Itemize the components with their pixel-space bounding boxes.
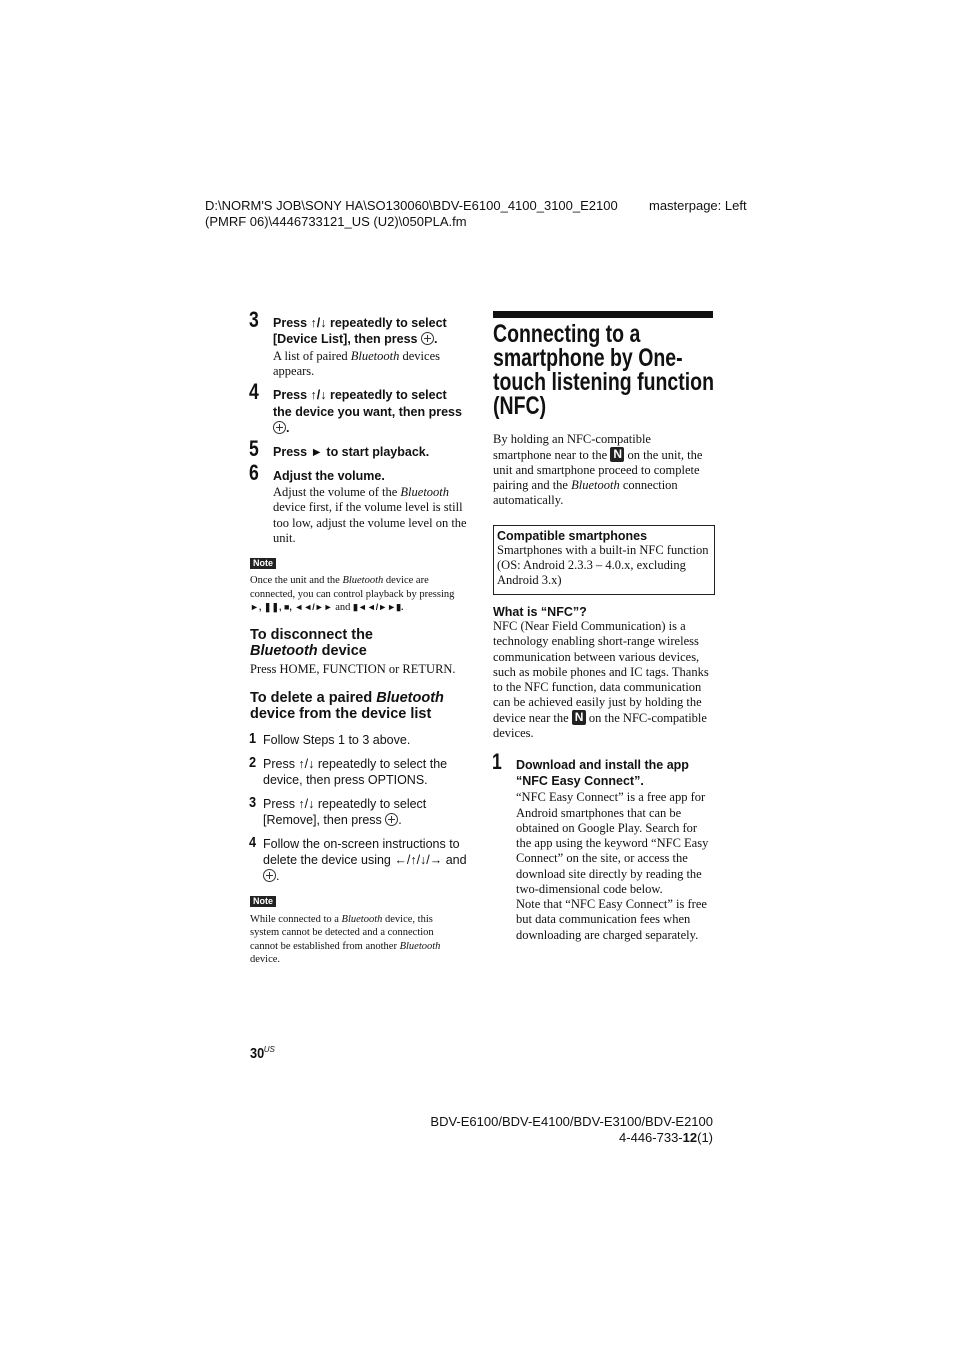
delete-step-number: 3	[249, 794, 257, 811]
document-code: 4-446-733-12(1)	[619, 1130, 713, 1145]
nfc-step1-heading-line2: “NFC Easy Connect”.	[516, 774, 644, 788]
note2-line3: cannot be established from another Bluetooth	[250, 941, 441, 952]
compatible-line1: Smartphones with a built-in NFC function	[497, 543, 709, 557]
intro-line3: unit and smartphone proceed to complete	[493, 463, 700, 477]
enter-button-icon	[273, 421, 286, 434]
nfc-step1-body-line: the app using the keyword “NFC Easy	[516, 836, 709, 850]
whatis-line3: communication between various devices,	[493, 650, 700, 664]
compatible-heading: Compatible smartphones	[497, 529, 648, 543]
compatible-line3: Android 3.x)	[497, 573, 562, 587]
delete-step1-text: Follow Steps 1 to 3 above.	[263, 733, 411, 747]
step6-body-line2: device first, if the volume level is still	[273, 500, 463, 514]
section-title-line: (NFC)	[493, 392, 547, 420]
nfc-step1-body-line: “NFC Easy Connect” is a free app for	[516, 790, 706, 804]
nfc-step1-body-line: Connect” on the site, or access the	[516, 851, 688, 865]
note1-line1: Once the unit and the Bluetooth device are	[250, 575, 429, 586]
intro-line2: smartphone near to the N on the unit, the	[493, 447, 702, 463]
whatis-line2: technology enabling short-range wireless	[493, 634, 699, 648]
delete-step-number: 1	[249, 730, 257, 747]
step6-text: Adjust the volume.	[273, 469, 385, 483]
note-badge: Note	[250, 558, 276, 569]
whatis-heading: What is “NFC”?	[493, 605, 587, 619]
note2-line2: system cannot be detected and a connection	[250, 927, 434, 938]
whatis-line1: NFC (Near Field Communication) is a	[493, 619, 686, 633]
nfc-mark-icon	[610, 447, 624, 462]
section-title-line: touch listening function	[493, 368, 714, 396]
step6-body-line4: unit.	[273, 531, 296, 545]
delete-step3-line1: Press ↑/↓ repeatedly to select	[263, 797, 427, 811]
note-badge: Note	[250, 896, 276, 907]
disconnect-heading-line2: Bluetooth device	[250, 643, 367, 659]
section-title-line: smartphone by One-	[493, 344, 683, 372]
nfc-step1-body-line: two-dimensional code below.	[516, 882, 663, 896]
nfc-step1-body-line: Android smartphones that can be	[516, 806, 682, 820]
whatis-line6: can be achieved easily just by holding the	[493, 695, 702, 709]
title-rule	[493, 311, 713, 318]
step-number: 1	[492, 749, 502, 774]
compatible-line2: (OS: Android 2.3.3 – 4.0.x, excluding	[497, 558, 686, 572]
play-icon: ►	[310, 445, 323, 459]
delete-step4-line3: .	[263, 868, 279, 884]
step4-text-line3: .	[273, 420, 289, 436]
disconnect-heading-line1: To disconnect the	[250, 627, 373, 643]
step6-body-line1: Adjust the volume of the Bluetooth	[273, 485, 450, 499]
step-number: 6	[249, 460, 259, 485]
enter-button-icon	[421, 332, 434, 345]
page-number: $30^{US}$	[250, 1045, 275, 1062]
delete-step4-line2: delete the device using ←/↑/↓/→ and	[263, 853, 467, 867]
nfc-step1-body-line: obtained on Google Play. Search for	[516, 821, 698, 835]
step6-body-line3: too low, adjust the volume level on the	[273, 516, 467, 530]
step-number: 4	[249, 379, 259, 404]
nfc-mark-icon	[572, 710, 586, 725]
delete-heading-line2: device from the device list	[250, 706, 432, 722]
enter-button-icon	[263, 869, 276, 882]
section-title-line: Connecting to a	[493, 320, 641, 348]
intro-line4: pairing and the Bluetooth connection	[493, 478, 678, 492]
note1-line2: connected, you can control playback by pressing	[250, 589, 455, 600]
whatis-line7: device near the N on the NFC-compatible	[493, 710, 707, 726]
model-numbers: BDV-E6100/BDV-E4100/BDV-E3100/BDV-E2100	[430, 1114, 713, 1129]
section-title	[493, 322, 719, 418]
nfc-step1-heading-line1: Download and install the app	[516, 758, 689, 772]
delete-heading-line1: To delete a paired Bluetooth	[250, 690, 444, 706]
nfc-step1-body-line: but data communication fees when	[516, 912, 691, 926]
whatis-line8: devices.	[493, 726, 534, 740]
step-number: 5	[249, 436, 259, 461]
step3-body-line2: appears.	[273, 364, 315, 378]
step4-text-line1: Press ↑/↓ repeatedly to select	[273, 388, 447, 402]
delete-step4-line1: Follow the on-screen instructions to	[263, 837, 460, 851]
masterpage-label: masterpage: Left	[649, 198, 747, 213]
note2-line4: device.	[250, 954, 281, 965]
step5-text: Press ► to start playback.	[273, 445, 430, 459]
note1-line3: ►, ❚❚, ■, ◄◄/►► and ▮◄◄/►►▮.	[250, 602, 404, 613]
step-number: 3	[249, 307, 259, 332]
file-path-line2: (PMRF 06)\4446733121_US (U2)\050PLA.fm	[205, 214, 467, 229]
nfc-step1-body-line: downloading are charged separately.	[516, 928, 699, 942]
step3-body-line1: A list of paired Bluetooth devices	[273, 349, 440, 363]
delete-step2-line2: device, then press OPTIONS.	[263, 773, 428, 787]
intro-line1: By holding an NFC-compatible	[493, 432, 651, 446]
note2-line1: While connected to a Bluetooth device, this	[250, 914, 433, 925]
intro-line5: automatically.	[493, 493, 564, 507]
nfc-step1-body-line: download site directly by reading the	[516, 867, 702, 881]
step3-text-line2: [Device List], then press .	[273, 332, 438, 346]
delete-step3-line2: [Remove], then press .	[263, 813, 402, 827]
nfc-step1-body-line: Note that “NFC Easy Connect” is free	[516, 897, 707, 911]
step3-text-line1: Press ↑/↓ repeatedly to select	[273, 316, 447, 330]
file-path-line1: D:\NORM'S JOB\SONY HA\SO130060\BDV-E6100_4100_3100_E2100	[205, 198, 618, 213]
delete-step-number: 2	[249, 754, 257, 771]
disconnect-body: Press HOME, FUNCTION or RETURN.	[250, 662, 456, 676]
step4-text-line2: the device you want, then press	[273, 405, 462, 419]
enter-button-icon	[385, 813, 398, 826]
delete-step2-line1: Press ↑/↓ repeatedly to select the	[263, 757, 448, 771]
delete-step-number: 4	[249, 834, 257, 851]
whatis-line4: such as mobile phones and IC tags. Thanks	[493, 665, 709, 679]
whatis-line5: to the NFC function, data communication	[493, 680, 702, 694]
